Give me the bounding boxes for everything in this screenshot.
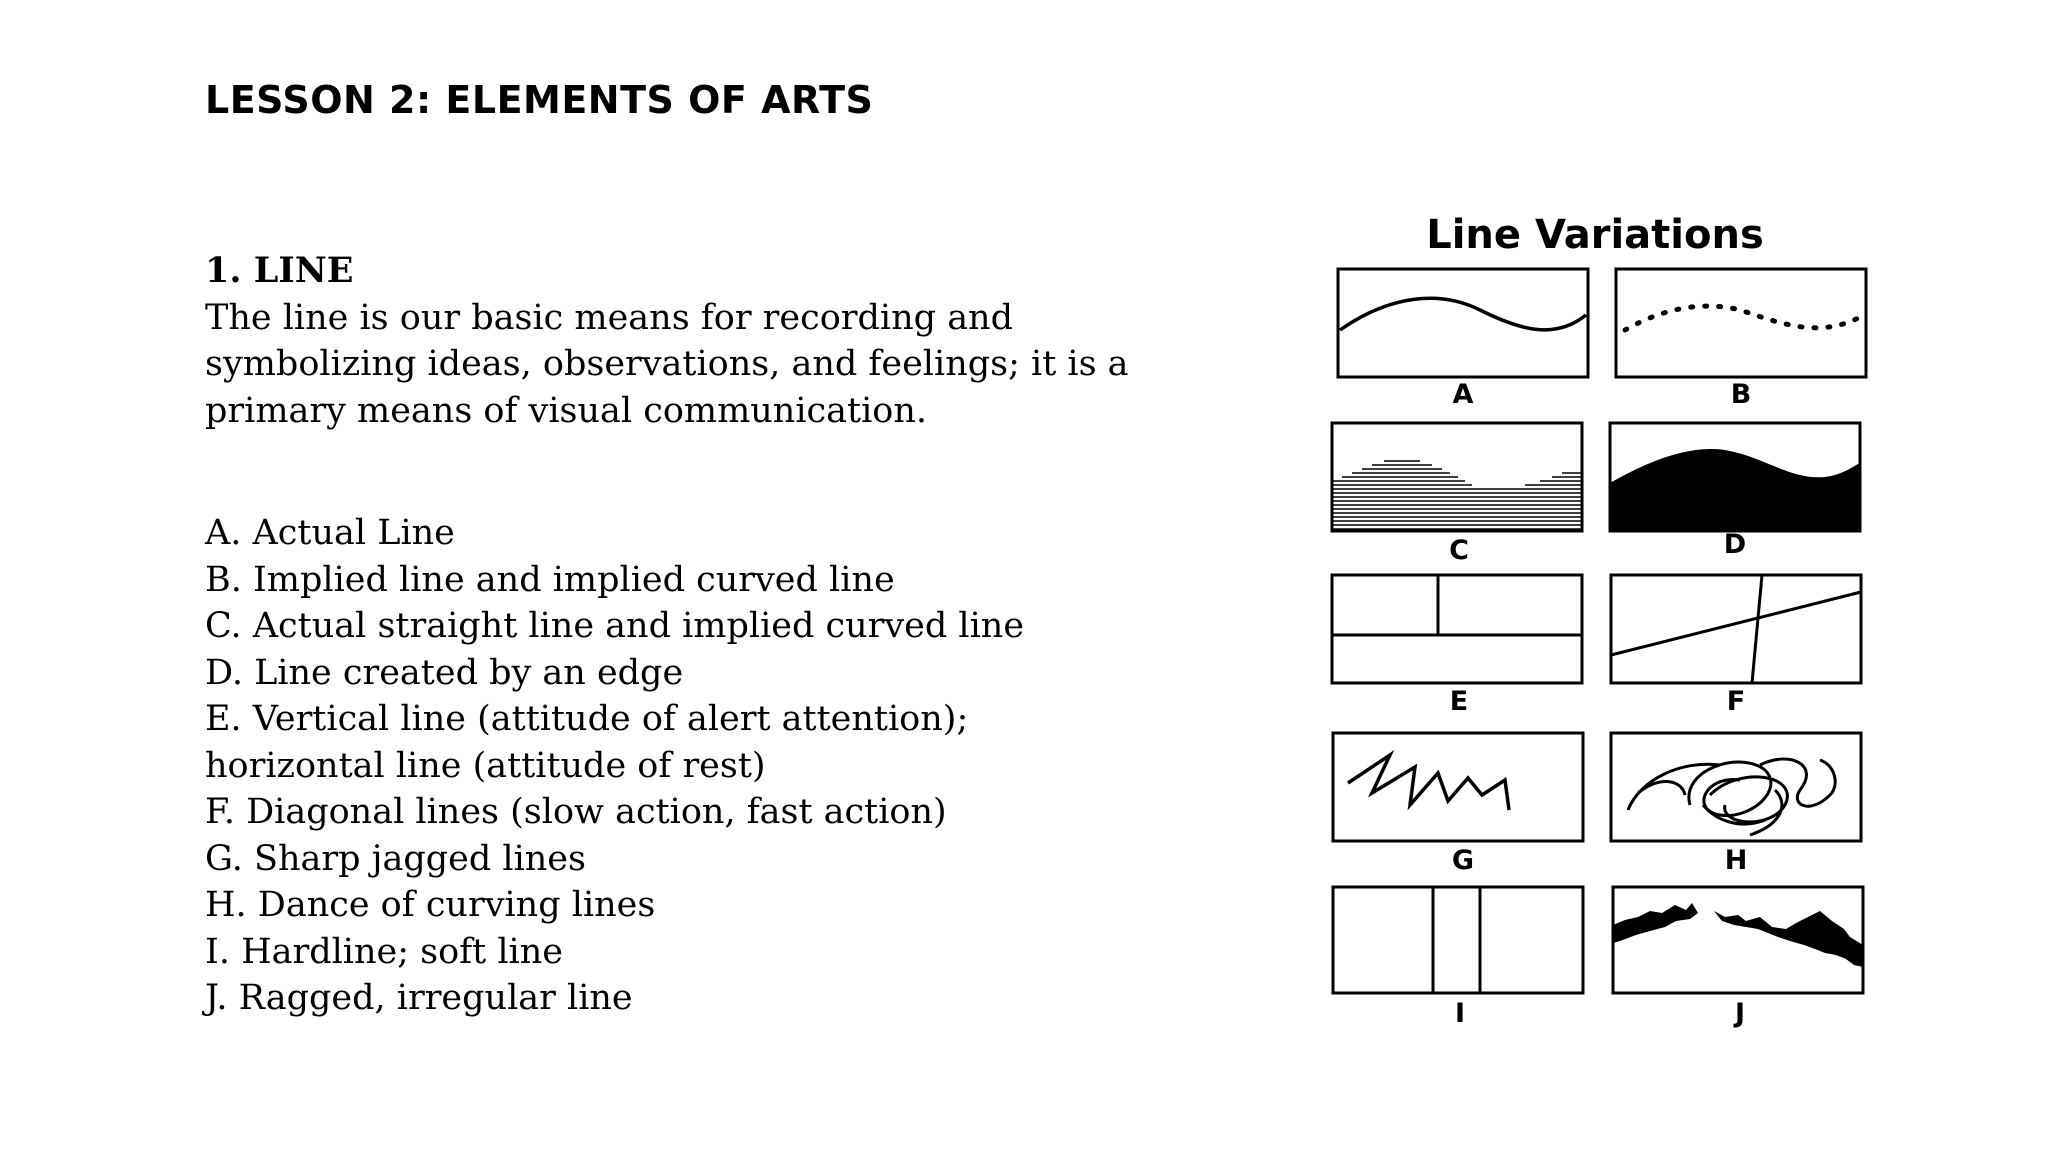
line-variations-figure (1320, 205, 1890, 1045)
line-variations-diagram (1320, 205, 1890, 1045)
panel-g (1333, 733, 1583, 876)
variation-item: C. Actual straight line and implied curved line (205, 606, 1025, 646)
panel-j (1613, 887, 1863, 1029)
panel-c (1332, 423, 1582, 566)
variation-item: horizontal line (attitude of rest) (205, 745, 766, 786)
definition-line: primary means of visual communication. (205, 390, 928, 431)
panel-e (1332, 575, 1582, 717)
panel-label: A (1452, 379, 1474, 410)
panel-label: F (1726, 686, 1746, 717)
variation-list (205, 510, 1245, 1022)
variation-item: G. Sharp jagged lines (205, 838, 586, 879)
variation-item: H. Dance of curving lines (205, 885, 656, 925)
line-definition (205, 295, 1245, 435)
lesson-title: LESSON 2: ELEMENTS OF ARTS (205, 78, 874, 122)
definition-line: symbolizing ideas, observations, and feelings; it is a (205, 344, 1129, 384)
variation-item: A. Actual Line (205, 513, 455, 553)
panel-h (1611, 733, 1861, 876)
section-heading: 1. LINE (205, 250, 354, 291)
panel-label: C (1449, 535, 1469, 566)
panel-label: I (1454, 998, 1466, 1029)
panel-label: E (1449, 686, 1469, 717)
line-section (205, 248, 1245, 1022)
definition-line: The line is our basic means for recording and (205, 297, 1014, 338)
panel-i (1333, 887, 1583, 1029)
figure-title: Line Variations (1426, 212, 1764, 258)
variation-item: F. Diagonal lines (slow action, fast action) (205, 792, 947, 832)
panel-label: D (1723, 529, 1747, 560)
panel-d (1610, 423, 1860, 560)
panel-label: B (1730, 379, 1752, 410)
variation-item: J. Ragged, irregular line (205, 978, 633, 1018)
panel-f (1611, 575, 1861, 717)
panel-label: H (1724, 845, 1748, 876)
variation-item: I. Hardline; soft line (205, 931, 563, 972)
panel-a (1338, 269, 1588, 410)
variation-item: D. Line created by an edge (205, 652, 684, 693)
variation-item: E. Vertical line (attitude of alert attention); (205, 699, 969, 739)
panel-label: J (1734, 998, 1746, 1029)
panel-b (1616, 269, 1866, 410)
panel-label: G (1451, 845, 1475, 876)
variation-item: B. Implied line and implied curved line (205, 559, 895, 600)
